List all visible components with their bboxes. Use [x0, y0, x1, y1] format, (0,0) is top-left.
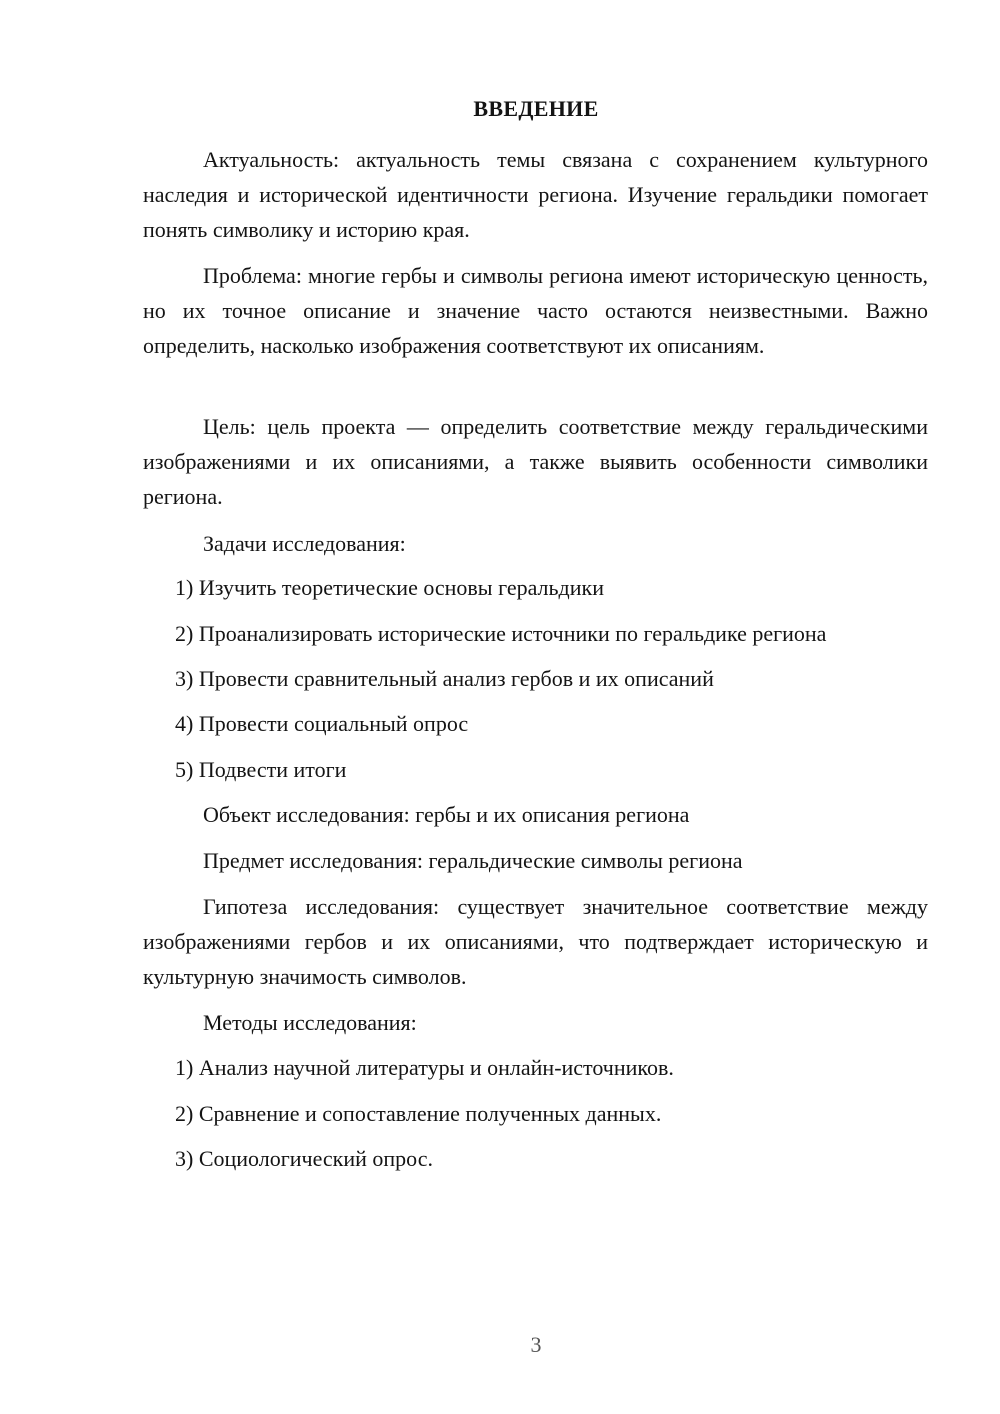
subject-line: Предмет исследования: геральдические символы региона — [203, 848, 743, 873]
hypothesis-paragraph: Гипотеза исследования: существует значительное соответствие между изображениями гербов и их описаниями, что подтверждает историческую и культурную значимость символов. — [143, 894, 928, 989]
tasks-heading: Задачи исследования: — [203, 531, 406, 556]
method-item: 2) Сравнение и сопоставление полученных данных. — [175, 1101, 662, 1126]
task-item: 2) Проанализировать исторические источники по геральдике региона — [175, 621, 827, 646]
page-title: ВВЕДЕНИЕ — [473, 96, 599, 121]
task-item: 5) Подвести итоги — [175, 757, 347, 782]
goal-paragraph: Цель: цель проекта — определить соответствие между геральдическими изображениями и их описаниями, а также выявить особенности символики региона. — [143, 414, 928, 509]
object-line: Объект исследования: гербы и их описания региона — [203, 802, 690, 827]
task-item: 3) Провести сравнительный анализ гербов и их описаний — [175, 666, 714, 691]
relevance-paragraph: Актуальность: актуальность темы связана с сохранением культурного наследия и исторической идентичности региона. Изучение геральдики помогает понять символику и историю края. — [143, 147, 928, 242]
method-item: 3) Социологический опрос. — [175, 1146, 433, 1171]
method-item: 1) Анализ научной литературы и онлайн-источников. — [175, 1055, 674, 1080]
page-number: 3 — [530, 1332, 542, 1357]
task-item: 1) Изучить теоретические основы геральдики — [175, 575, 604, 600]
problem-paragraph: Проблема: многие гербы и символы региона имеют историческую ценность, но их точное описание и значение часто остаются неизвестными. Важно определить, насколько изображения соответствуют их описаниям. — [143, 263, 928, 358]
task-item: 4) Провести социальный опрос — [175, 711, 469, 736]
methods-heading: Методы исследования: — [203, 1010, 417, 1035]
